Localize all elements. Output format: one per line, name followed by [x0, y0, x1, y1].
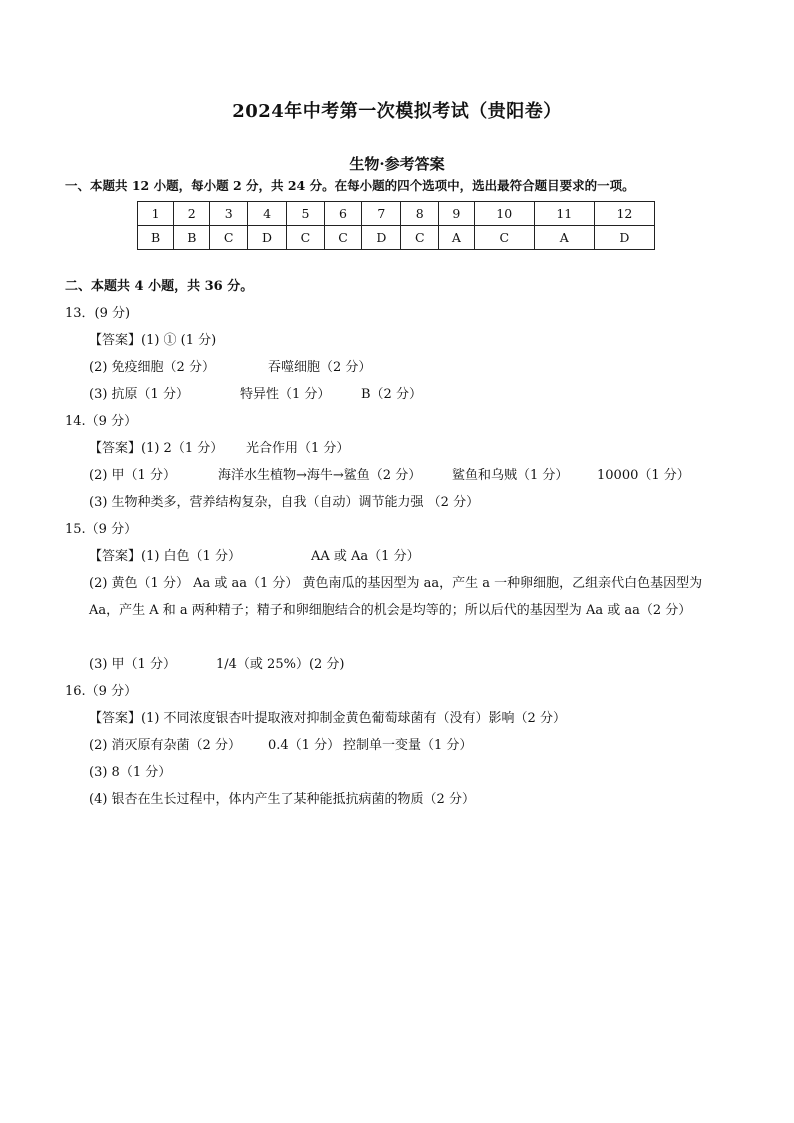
- table-cell: 10: [474, 202, 534, 226]
- question-13-answer-3a: (3) 抗原（1 分）: [89, 387, 189, 402]
- table-cell: 11: [534, 202, 594, 226]
- question-14-answer-1b: 光合作用（1 分）: [246, 441, 350, 456]
- table-cell: 2: [174, 202, 210, 226]
- answer-table: [137, 201, 655, 250]
- table-cell: 9: [439, 202, 475, 226]
- table-cell: C: [401, 226, 439, 250]
- table-cell: A: [439, 226, 475, 250]
- question-15-answer-3b: 1/4（或 25%）(2 分): [216, 657, 345, 672]
- question-16-answer-2a: (2) 消灭原有杂菌（2 分）: [89, 738, 241, 753]
- question-14-answer-3: (3) 生物种类多，营养结构复杂，自我（自动）调节能力强 （2 分）: [89, 495, 480, 510]
- question-16-answer-2b: 0.4（1 分）: [268, 738, 341, 753]
- question-15-label: 15.（9 分）: [65, 522, 138, 537]
- table-cell: 7: [362, 202, 401, 226]
- question-14-answer-2a: (2) 甲（1 分）: [89, 468, 176, 483]
- question-13-label: 13．(9 分): [65, 306, 131, 321]
- question-13-answer-2a: (2) 免疫细胞（2 分）: [89, 360, 215, 375]
- question-16-label: 16.（9 分）: [65, 684, 138, 699]
- table-cell: D: [247, 226, 286, 250]
- question-15-answer-3a: (3) 甲（1 分）: [89, 657, 176, 672]
- table-cell: D: [594, 226, 654, 250]
- question-15-answer-1a: 【答案】(1) 白色（1 分）: [89, 549, 241, 564]
- section2-heading: 二、本题共 4 小题，共 36 分。: [65, 279, 254, 294]
- section1-heading: 一、本题共 12 小题，每小题 2 分，共 24 分。在每小题的四个选项中，选出最符合题目要求的一项。: [65, 178, 635, 193]
- question-14-answer-2b: 海洋水生植物→海牛→鲨鱼（2 分）: [218, 468, 422, 483]
- table-cell: 12: [594, 202, 654, 226]
- table-row-answers: [138, 226, 655, 250]
- table-cell: 6: [324, 202, 362, 226]
- question-16-answer-4: (4) 银杏在生长过程中，体内产生了某种能抵抗病菌的物质（2 分）: [89, 792, 475, 807]
- table-cell: B: [174, 226, 210, 250]
- table-cell: 5: [287, 202, 325, 226]
- question-13-answer-3c: B（2 分）: [361, 387, 422, 402]
- question-15-answer-2: (2) 黄色（1 分） Aa 或 aa（1 分） 黄色南瓜的基因型为 aa，产生 a 一种卵细胞，乙组亲代白色基因型为 Aa，产生 A 和 a 两种精子；精子和卵细胞结合的机会是均等的；所以后代的基因型为 Aa 或 aa（2 分）: [89, 576, 703, 618]
- question-13-answer-1: 【答案】(1) ① (1 分): [89, 333, 217, 348]
- table-row-numbers: [138, 202, 655, 226]
- table-cell: A: [534, 226, 594, 250]
- question-14-answer-2d: 10000（1 分）: [597, 468, 690, 483]
- table-cell: C: [324, 226, 362, 250]
- table-cell: C: [210, 226, 248, 250]
- table-cell: 1: [138, 202, 174, 226]
- table-cell: 8: [401, 202, 439, 226]
- page-subtitle: 生物·参考答案: [349, 155, 445, 173]
- table-cell: C: [287, 226, 325, 250]
- question-16-answer-3: (3) 8（1 分）: [89, 765, 172, 780]
- table-cell: C: [474, 226, 534, 250]
- question-16-answer-1: 【答案】(1) 不同浓度银杏叶提取液对抑制金黄色葡萄球菌有（没有）影响（2 分）: [89, 711, 566, 726]
- page-title: 2024年中考第一次模拟考试（贵阳卷）: [232, 101, 562, 122]
- table-cell: 4: [247, 202, 286, 226]
- question-15-answer-1b: AA 或 Aa（1 分）: [311, 549, 420, 564]
- table-cell: 3: [210, 202, 248, 226]
- table-cell: D: [362, 226, 401, 250]
- question-16-answer-2c: 控制单一变量（1 分）: [343, 738, 473, 753]
- question-14-answer-2c: 鲨鱼和乌贼（1 分）: [452, 468, 569, 483]
- question-14-answer-1a: 【答案】(1) 2（1 分）: [89, 441, 224, 456]
- table-cell: B: [138, 226, 174, 250]
- question-14-label: 14.（9 分）: [65, 414, 138, 429]
- question-13-answer-2b: 吞噬细胞（2 分）: [268, 360, 372, 375]
- question-13-answer-3b: 特异性（1 分）: [240, 387, 331, 402]
